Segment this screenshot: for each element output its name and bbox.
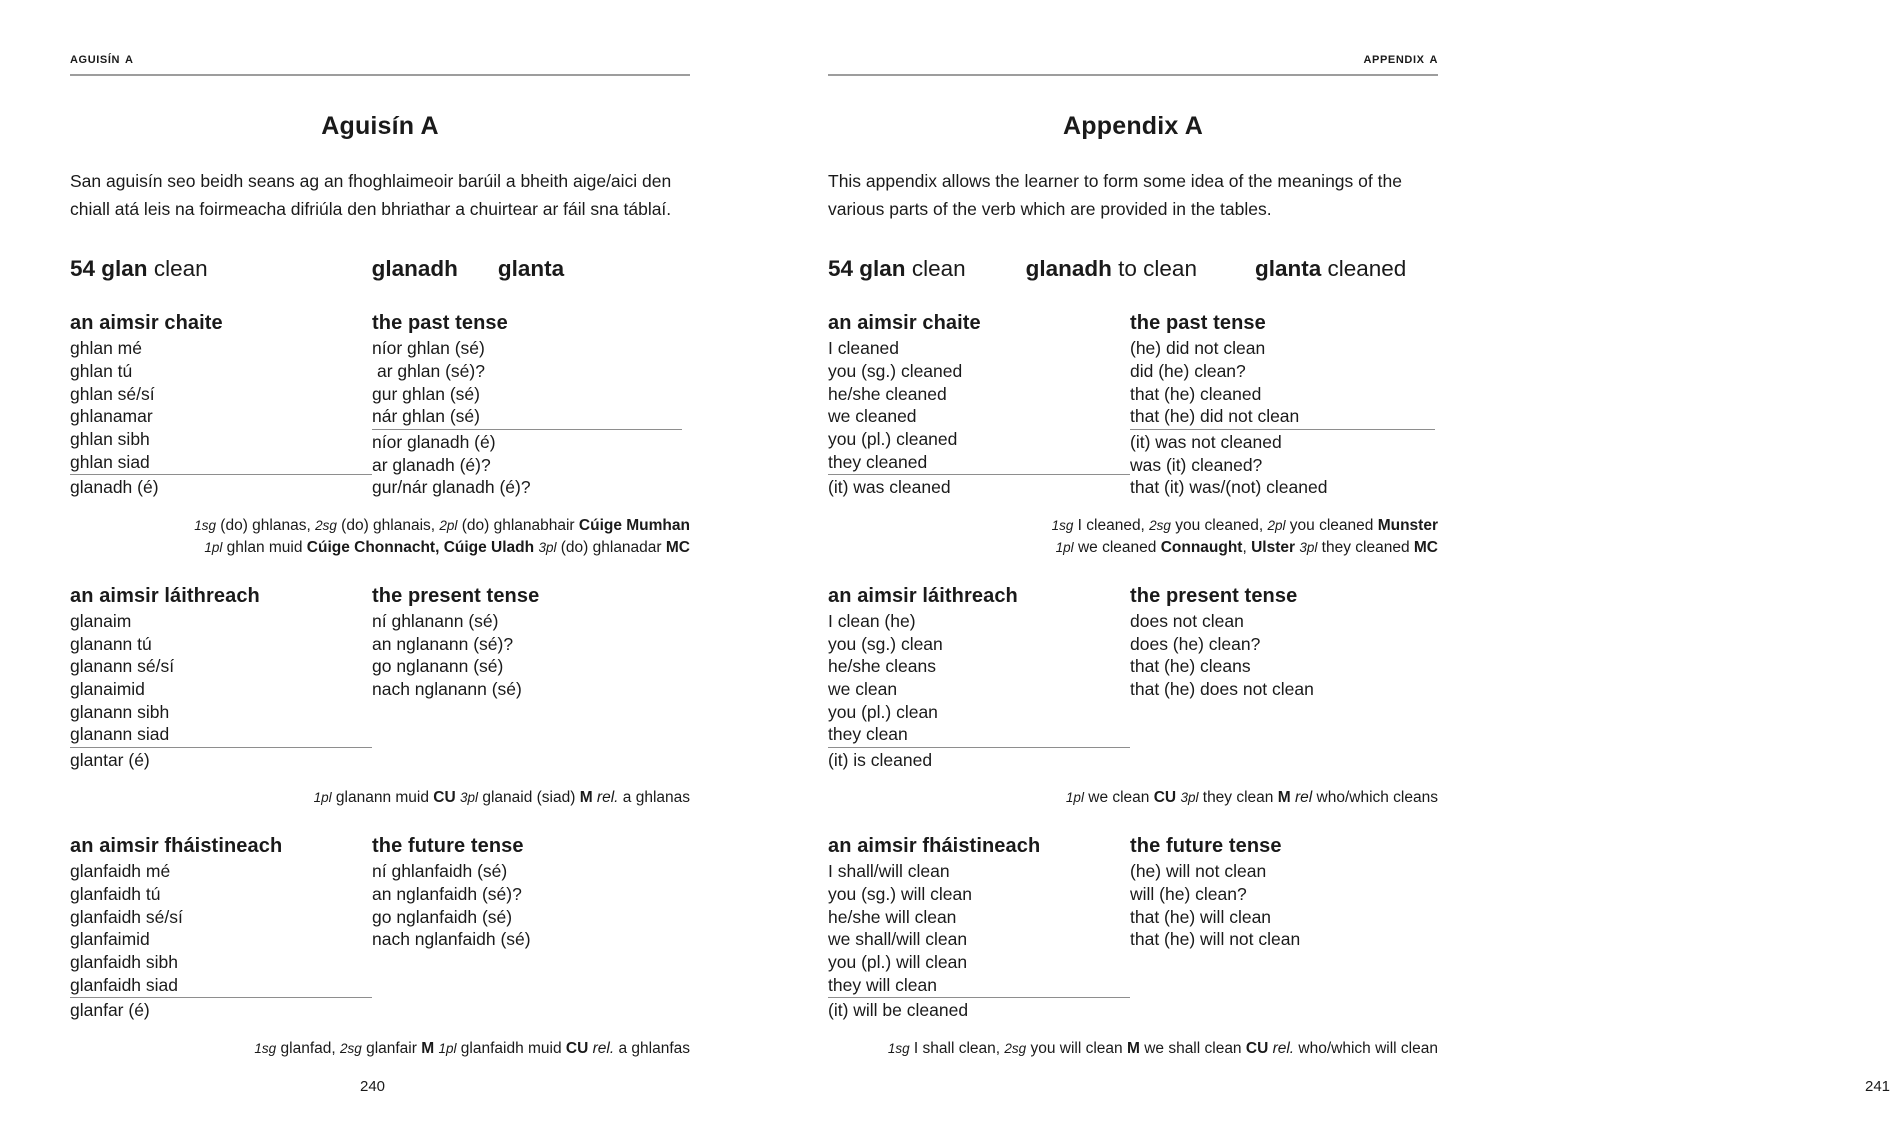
verb-form: ghlan sé/sí xyxy=(70,383,155,404)
footnote-segment: glanfad, xyxy=(276,1040,340,1058)
footnote-segment: glanaid (siad) xyxy=(478,789,580,807)
english-forms-column xyxy=(372,312,682,499)
verb-form: you (sg.) will clean xyxy=(828,884,972,905)
irish-forms-column xyxy=(828,835,1130,1022)
verb-form: that (he) does not clean xyxy=(1130,678,1314,699)
verb-form: they will clean xyxy=(828,974,1130,999)
verb-form: (it) is cleaned xyxy=(828,749,933,770)
verb-form: that (he) will not clean xyxy=(1130,929,1301,950)
verb-form: I clean (he) xyxy=(828,610,916,631)
footnote-segment: CU xyxy=(1245,1040,1269,1058)
verb-form: ghlan sibh xyxy=(70,428,150,449)
dialect-footnote-line xyxy=(828,1038,1438,1060)
footnote-segment: CU xyxy=(565,1040,589,1058)
folio-left: 240 xyxy=(360,1078,386,1095)
headword-line-left xyxy=(70,256,690,282)
irish-forms-column xyxy=(828,585,1130,772)
tense-heading: an aimsir fháistineach xyxy=(70,835,283,858)
verb-form-list xyxy=(372,337,682,499)
headword-line-right xyxy=(828,256,1438,282)
tense-columns xyxy=(70,585,690,772)
running-head-rule xyxy=(70,74,690,76)
verbal-adjective-group xyxy=(498,256,564,282)
verb-form: you (sg.) clean xyxy=(828,633,943,654)
footnote-segment: (do) ghlanas, xyxy=(215,516,316,534)
footnote-segment: 3pl xyxy=(460,790,479,806)
tense-block xyxy=(70,835,690,1060)
english-forms-column xyxy=(1130,585,1435,772)
footnote-segment: 2pl xyxy=(1267,517,1286,533)
footnote-segment: MC xyxy=(665,538,690,556)
verb-form: an nglanfaidh (sé)? xyxy=(372,884,522,905)
footnote-segment: Connaught xyxy=(1160,538,1243,556)
dialect-footnote-line xyxy=(828,787,1438,809)
footnote-segment: Munster xyxy=(1377,516,1438,534)
verb-form: nach nglanann (sé) xyxy=(372,678,522,699)
footnote-segment: I shall clean, xyxy=(909,1040,1005,1058)
dialect-footnote-line xyxy=(70,537,690,559)
verb-form: does not clean xyxy=(1130,610,1244,631)
verb-form: (it) was cleaned xyxy=(828,477,951,498)
verb-form: ghlan siad xyxy=(70,451,372,476)
footnote-segment: CU xyxy=(1153,789,1177,807)
verb-form: glanfar (é) xyxy=(70,1000,150,1021)
verbal-noun: glanadh xyxy=(371,256,458,282)
verb-form: did (he) clean? xyxy=(1130,360,1246,381)
verb-form: you (sg.) cleaned xyxy=(828,360,963,381)
english-forms-column xyxy=(1130,312,1435,499)
footnote-segment: M xyxy=(1126,1040,1140,1058)
tense-heading: the present tense xyxy=(1130,584,1298,607)
verb-form-list xyxy=(828,610,1130,772)
verb-form-list xyxy=(828,860,1130,1022)
verb-form: they clean xyxy=(828,723,1130,748)
dialect-footnote xyxy=(828,787,1438,809)
verb-form: I shall/will clean xyxy=(828,861,950,882)
verb-form: glanfaimid xyxy=(70,929,150,950)
footnote-segment: 1pl xyxy=(204,539,223,555)
verb-form-list xyxy=(1130,610,1435,701)
verb-form: glanadh (é) xyxy=(70,477,159,498)
page-title-right: Appendix A xyxy=(1063,112,1203,140)
footnote-segment: 1sg xyxy=(1051,517,1074,533)
footnote-segment: we cleaned xyxy=(1073,538,1161,556)
verb-form-list xyxy=(828,337,1130,499)
footnote-segment: , xyxy=(1242,538,1252,556)
headword-verb-group xyxy=(70,256,208,282)
headword-number: 54 xyxy=(70,256,96,282)
verb-form: I cleaned xyxy=(828,338,900,359)
verb-form: glanaim xyxy=(70,610,132,631)
tense-heading: an aimsir chaite xyxy=(828,312,981,335)
footnote-segment: 2sg xyxy=(339,1041,362,1057)
tense-heading: the past tense xyxy=(1130,312,1266,335)
verb-form: (it) was not cleaned xyxy=(1130,431,1282,452)
footnote-segment: 3pl xyxy=(1180,790,1199,806)
footnote-segment: 1sg xyxy=(887,1041,910,1057)
headword-number: 54 xyxy=(828,256,854,282)
running-head-text: aguisín a xyxy=(70,50,134,67)
footnote-segment: (do) ghlanais, xyxy=(336,516,440,534)
tense-heading: the future tense xyxy=(372,835,524,858)
tense-heading: an aimsir láithreach xyxy=(828,584,1018,607)
tense-columns xyxy=(70,835,690,1022)
tense-heading: an aimsir láithreach xyxy=(70,584,260,607)
verb-form: was (it) cleaned? xyxy=(1130,454,1263,475)
irish-forms-column xyxy=(828,312,1130,499)
page-left xyxy=(0,0,750,1137)
tense-columns xyxy=(828,835,1438,1022)
footnote-segment: Cúige Chonnacht, Cúige Uladh xyxy=(306,538,535,556)
verb-form: he/she cleaned xyxy=(828,383,947,404)
verb-form: (it) will be cleaned xyxy=(828,1000,969,1021)
tense-block xyxy=(828,835,1438,1060)
verb-form: glanann sibh xyxy=(70,701,170,722)
verb-form: gur/nár glanadh (é)? xyxy=(372,477,531,498)
verbal-noun: glanadh xyxy=(1025,256,1112,282)
footnote-segment: 1pl xyxy=(438,1041,457,1057)
footnote-segment: 2sg xyxy=(315,517,337,533)
footnote-segment: glanann muid xyxy=(331,789,434,807)
footnote-segment: 3pl xyxy=(538,539,557,555)
headword-verb-group xyxy=(828,256,966,282)
footnote-segment: you cleaned xyxy=(1285,516,1378,534)
tense-heading: the present tense xyxy=(372,584,540,607)
dialect-footnote-line xyxy=(828,537,1438,559)
page-title-left: Aguisín A xyxy=(321,112,439,140)
verb-form: níor glanadh (é) xyxy=(372,431,496,452)
tense-heading: an aimsir chaite xyxy=(70,312,223,335)
footnote-segment: rel. xyxy=(1272,1040,1295,1058)
tense-block xyxy=(70,585,690,810)
verb-form: ní ghlanfaidh (sé) xyxy=(372,861,508,882)
intro-paragraph-right: This appendix allows the learner to form some idea of the meanings of the various parts of the verb which are provided in the tables. xyxy=(828,171,1402,219)
footnote-segment: 2pl xyxy=(439,517,458,533)
dialect-footnote xyxy=(70,787,690,809)
footnote-segment: 2sg xyxy=(1149,517,1171,533)
verb-form: (he) did not clean xyxy=(1130,338,1266,359)
verb-form-list xyxy=(1130,337,1435,499)
verb-form-list xyxy=(70,337,372,499)
verb-form: ar ghlan (sé)? xyxy=(377,360,485,381)
footnote-segment: M xyxy=(579,789,593,807)
footnote-segment: rel. xyxy=(592,1040,615,1058)
verb-form: they cleaned xyxy=(828,451,1130,476)
verb-form: glanfaidh sé/sí xyxy=(70,906,183,927)
verb-form: that (it) was/(not) cleaned xyxy=(1130,477,1328,498)
headword-gloss: clean xyxy=(911,256,966,282)
page-right xyxy=(750,0,1890,1137)
tense-block xyxy=(828,585,1438,810)
verbal-adjective: glanta xyxy=(497,256,565,282)
irish-forms-column xyxy=(70,585,372,772)
verb-form: glantar (é) xyxy=(70,749,150,770)
tense-sections-right xyxy=(828,312,1438,1060)
verb-form: nach nglanfaidh (sé) xyxy=(372,929,531,950)
verb-form: he/she will clean xyxy=(828,906,957,927)
verbal-adjective: glanta xyxy=(1254,256,1322,282)
footnote-segment: Cúige Mumhan xyxy=(578,516,690,534)
footnote-segment: 1sg xyxy=(194,517,216,533)
verb-form: ní ghlanann (sé) xyxy=(372,610,499,631)
verb-form: glanann tú xyxy=(70,633,152,654)
dialect-footnote xyxy=(70,1038,690,1060)
tense-heading: an aimsir fháistineach xyxy=(828,835,1041,858)
verb-form-list xyxy=(372,860,682,951)
footnote-segment: glanfaidh muid xyxy=(456,1040,566,1058)
verbal-adjective-group xyxy=(1255,256,1406,282)
headword-verb: glan xyxy=(101,256,148,282)
tense-columns xyxy=(70,312,690,499)
verbal-adjective-gloss: cleaned xyxy=(1327,256,1407,282)
verb-form: glanann sé/sí xyxy=(70,656,175,677)
verb-form: you (pl.) clean xyxy=(828,701,938,722)
verb-form: níor ghlan (sé) xyxy=(372,338,485,359)
verb-form: glanfaidh sibh xyxy=(70,952,178,973)
headword-gloss: clean xyxy=(153,256,208,282)
verb-form: we shall/will clean xyxy=(828,929,968,950)
footnote-segment: Ulster xyxy=(1251,538,1296,556)
verb-form: that (he) will clean xyxy=(1130,906,1272,927)
verb-form: nár ghlan (sé) xyxy=(372,405,682,430)
verb-form: that (he) did not clean xyxy=(1130,405,1435,430)
footnote-segment: they clean xyxy=(1198,789,1278,807)
dialect-footnote xyxy=(828,1038,1438,1060)
verb-form: ghlan mé xyxy=(70,338,142,359)
folio-right: 241 xyxy=(1865,1078,1890,1095)
footnote-segment: you will clean xyxy=(1026,1040,1127,1058)
dialect-footnote-line xyxy=(70,1038,690,1060)
verb-form: you (pl.) will clean xyxy=(828,952,968,973)
footnote-segment: 2sg xyxy=(1004,1041,1027,1057)
verb-form: gur ghlan (sé) xyxy=(372,383,480,404)
tense-sections-left xyxy=(70,312,690,1060)
verb-form: go nglanann (sé) xyxy=(372,656,504,677)
verbal-noun-gloss: to clean xyxy=(1118,256,1197,282)
footnote-segment: they cleaned xyxy=(1317,538,1414,556)
tense-columns xyxy=(828,585,1438,772)
verb-form-list xyxy=(70,860,372,1022)
verb-form: glanfaidh siad xyxy=(70,974,372,999)
footnote-segment: we clean xyxy=(1083,789,1154,807)
footnote-segment: we shall clean xyxy=(1139,1040,1246,1058)
verbal-noun-group xyxy=(372,256,458,282)
verb-form: glanfaidh mé xyxy=(70,861,171,882)
footnote-segment: CU xyxy=(433,789,456,807)
verb-form: we cleaned xyxy=(828,406,917,427)
footnote-segment: a ghlanas xyxy=(618,789,690,807)
verb-form: does (he) clean? xyxy=(1130,633,1261,654)
footnote-segment: 1pl xyxy=(1065,790,1084,806)
dialect-footnote-line xyxy=(70,515,690,537)
english-forms-column xyxy=(372,585,682,772)
dialect-footnote xyxy=(70,515,690,559)
verb-form-list xyxy=(1130,860,1435,951)
verb-form: you (pl.) cleaned xyxy=(828,428,958,449)
running-head-left xyxy=(70,0,690,76)
footnote-segment: you cleaned, xyxy=(1170,516,1268,534)
english-forms-column xyxy=(372,835,682,1022)
irish-forms-column xyxy=(70,835,372,1022)
footnote-segment: MC xyxy=(1413,538,1438,556)
footnote-segment: who/which cleans xyxy=(1312,789,1438,807)
footnote-segment: rel xyxy=(1294,789,1313,807)
running-head-rule xyxy=(828,74,1438,76)
english-forms-column xyxy=(1130,835,1435,1022)
tense-heading: the future tense xyxy=(1130,835,1282,858)
footnote-segment: rel. xyxy=(596,789,619,807)
dialect-footnote xyxy=(828,515,1438,559)
verb-form: that (he) cleaned xyxy=(1130,383,1262,404)
tense-heading: the past tense xyxy=(372,312,508,335)
verb-form: ghlanamar xyxy=(70,406,153,427)
headword-verb: glan xyxy=(859,256,906,282)
verb-form: (he) will not clean xyxy=(1130,861,1267,882)
irish-forms-column xyxy=(70,312,372,499)
tense-columns xyxy=(828,312,1438,499)
tense-block xyxy=(828,312,1438,559)
footnote-segment: (do) ghlanabhair xyxy=(457,516,579,534)
footnote-segment: glanfair xyxy=(361,1040,422,1058)
verb-form-list xyxy=(70,610,372,772)
verbal-noun-group xyxy=(1026,256,1197,282)
dialect-footnote-line xyxy=(70,787,690,809)
footnote-segment: I cleaned, xyxy=(1073,516,1150,534)
footnote-segment: M xyxy=(421,1040,435,1058)
verb-form: go nglanfaidh (sé) xyxy=(372,906,513,927)
verb-form: glanaimid xyxy=(70,678,145,699)
footnote-segment: 1pl xyxy=(1055,539,1074,555)
tense-block xyxy=(70,312,690,559)
footnote-segment: ghlan muid xyxy=(222,538,307,556)
verb-form: glanfaidh tú xyxy=(70,884,161,905)
verb-form: an nglanann (sé)? xyxy=(372,633,514,654)
verb-form: we clean xyxy=(828,678,898,699)
running-head-right xyxy=(828,0,1438,76)
dialect-footnote-line xyxy=(828,515,1438,537)
verb-form: ar glanadh (é)? xyxy=(372,454,491,475)
verb-form: he/she cleans xyxy=(828,656,936,677)
verb-form: ghlan tú xyxy=(70,360,133,381)
footnote-segment: 3pl xyxy=(1299,539,1318,555)
footnote-segment: M xyxy=(1277,789,1291,807)
verb-form: will (he) clean? xyxy=(1130,884,1247,905)
running-head-text: appendix a xyxy=(1363,50,1438,67)
verb-form: glanann siad xyxy=(70,723,372,748)
footnote-segment: who/which will clean xyxy=(1294,1040,1438,1058)
verb-form-list xyxy=(372,610,682,701)
footnote-segment: a ghlanfas xyxy=(614,1040,690,1058)
verb-form: that (he) cleans xyxy=(1130,656,1251,677)
footnote-segment: 1sg xyxy=(254,1041,277,1057)
footnote-segment: 1pl xyxy=(313,790,332,806)
intro-paragraph-left: San aguisín seo beidh seans ag an fhoghlaimeoir barúil a bheith aige/aici den chiall atá leis na foirmeacha difriúla den bhriathar a chuirtear ar fáil sna táblaí. xyxy=(70,171,672,219)
footnote-segment: (do) ghlanadar xyxy=(556,538,666,556)
